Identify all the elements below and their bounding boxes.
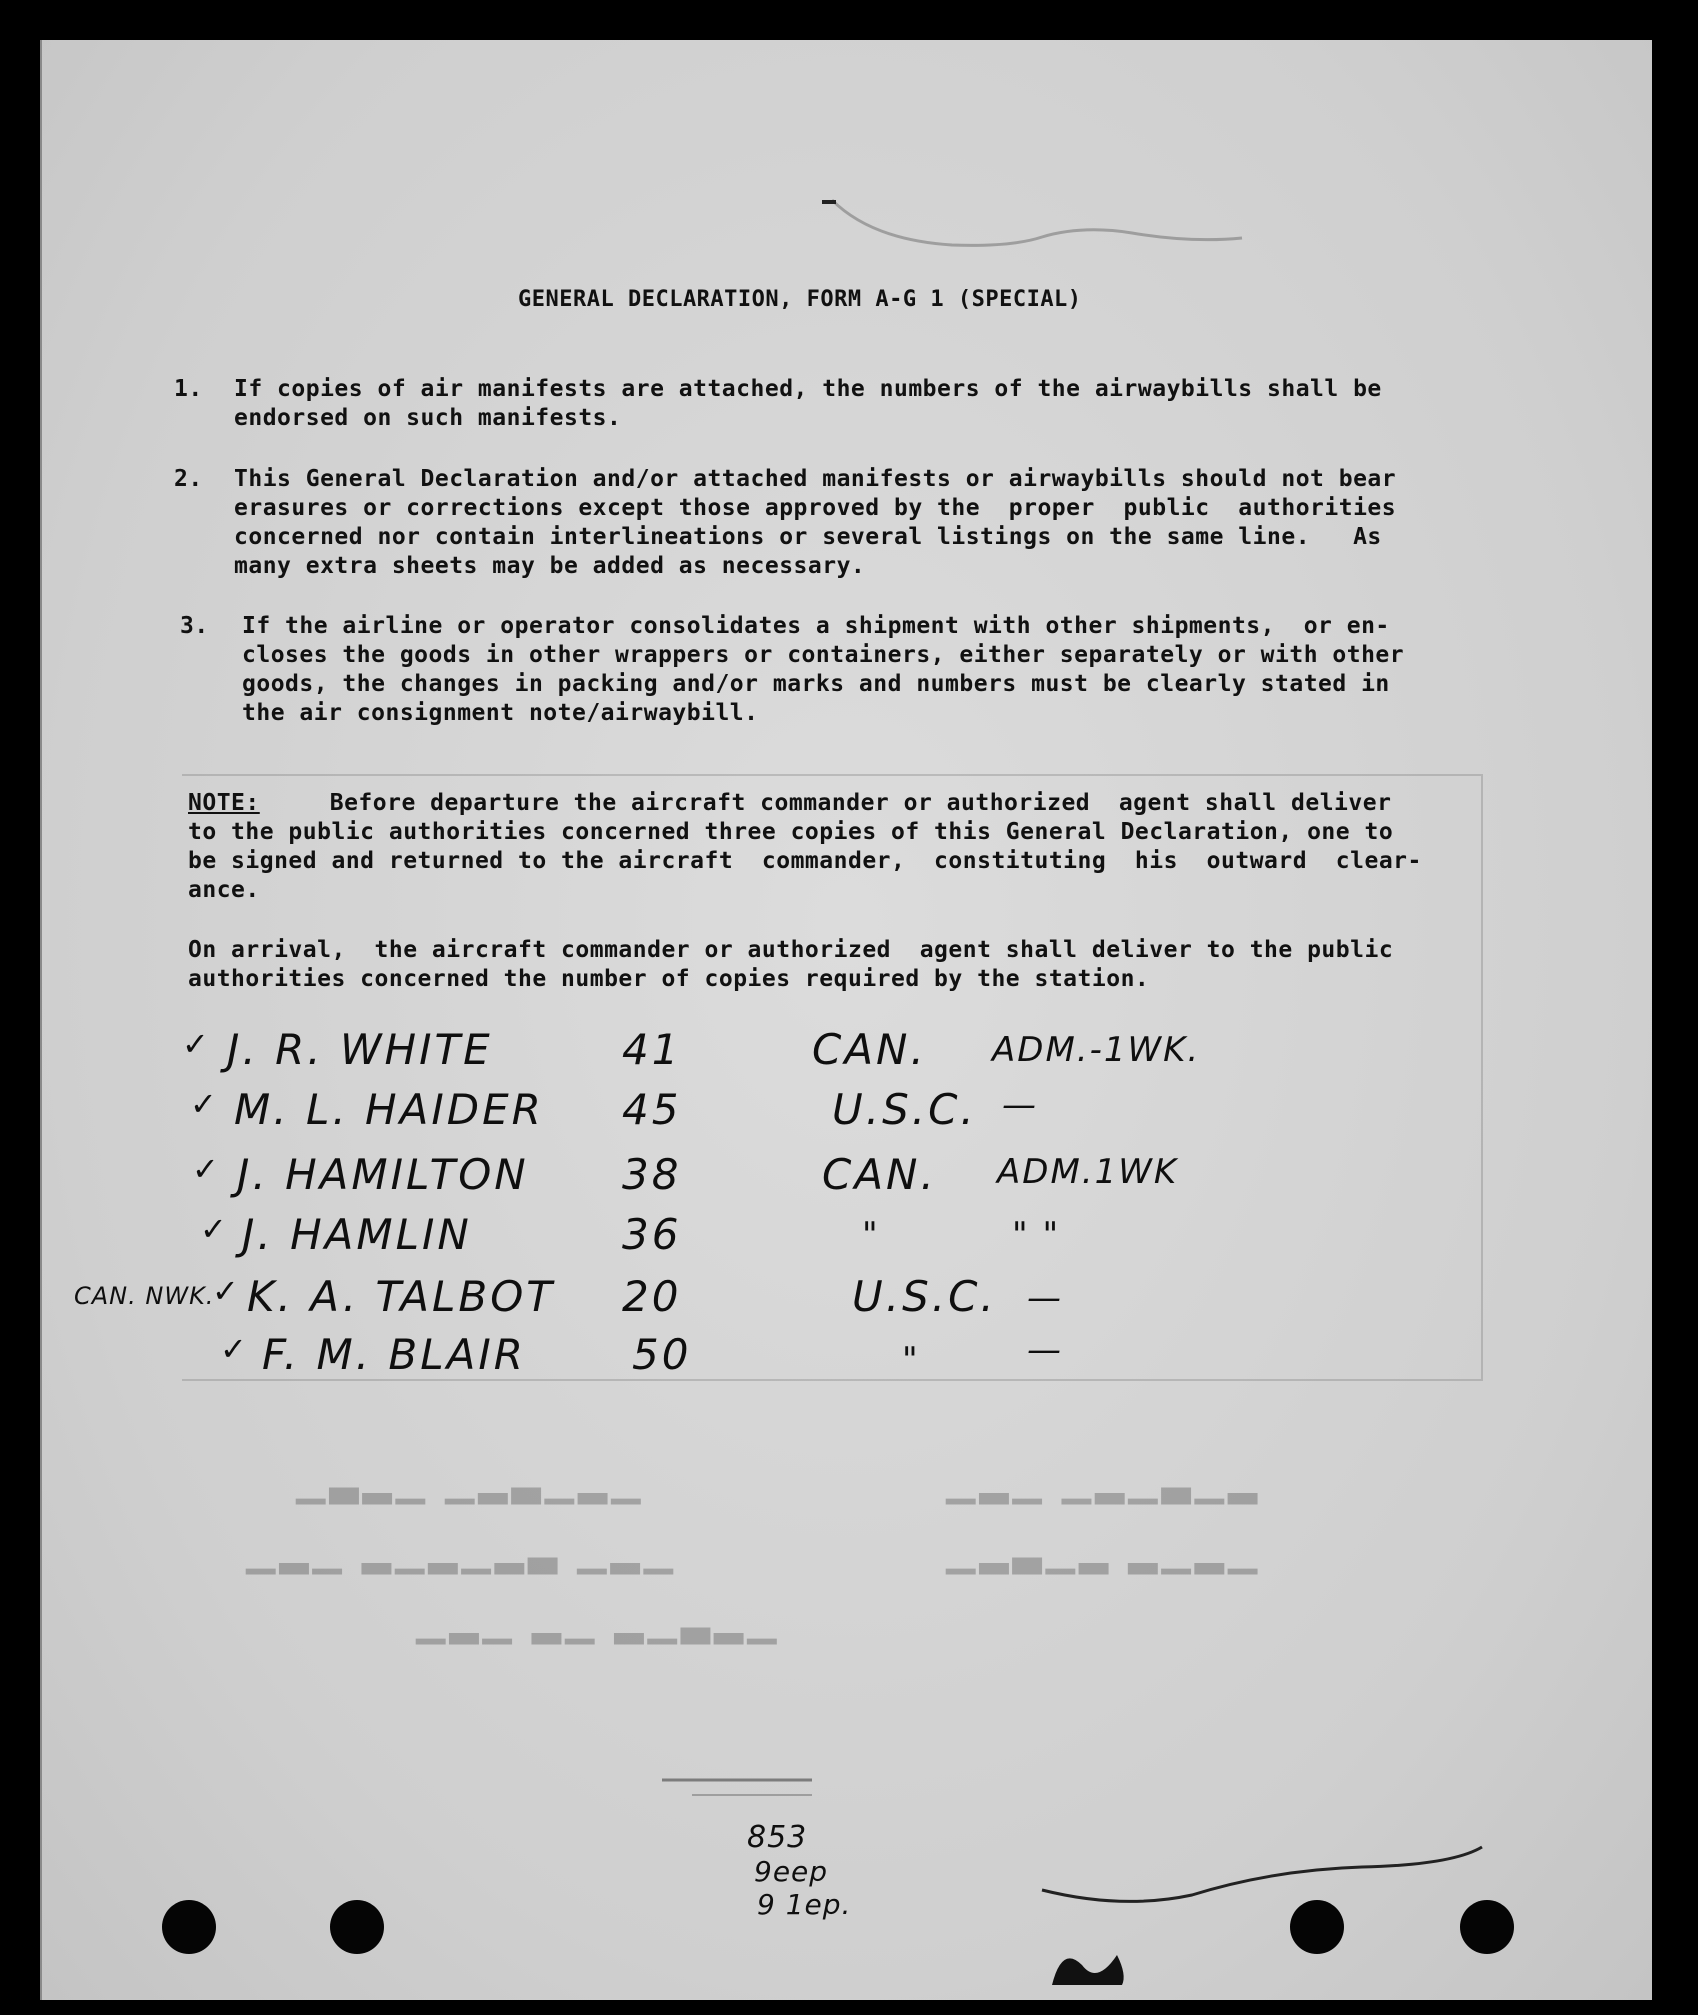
note-line: to the public authorities concerned three copies of this General Declaration, one to bbox=[188, 819, 1394, 845]
person-name: M. L. HAIDER bbox=[234, 1085, 544, 1134]
footer-note: 9 1ep. bbox=[757, 1888, 852, 1921]
item-line: endorsed on such manifests. bbox=[234, 405, 622, 431]
person-remark: ADM.-1WK. bbox=[992, 1030, 1201, 1070]
person-age: 50 bbox=[632, 1330, 692, 1379]
item-line: closes the goods in other wrappers or containers, either separately or with other bbox=[242, 642, 1405, 668]
punch-hole bbox=[1290, 1900, 1344, 1954]
arrival-line: On arrival, the aircraft commander or authorized agent shall deliver to the public bbox=[188, 937, 1394, 963]
person-nationality: U.S.C. bbox=[852, 1272, 997, 1321]
form-title: GENERAL DECLARATION, FORM A-G 1 (SPECIAL) bbox=[518, 287, 1082, 312]
person-remark: — bbox=[1002, 1085, 1038, 1125]
note-line: ance. bbox=[188, 877, 260, 903]
punch-hole bbox=[162, 1900, 216, 1954]
footer-note: 9eep bbox=[754, 1855, 829, 1888]
check-mark: ✓ bbox=[190, 1085, 220, 1123]
item-number: 1. bbox=[174, 376, 203, 402]
person-age: 38 bbox=[622, 1150, 682, 1199]
person-remark: — bbox=[1027, 1330, 1063, 1370]
bleed-through-text: ▁▂▃▁▂ ▁▂ ▁▂▁ bbox=[412, 1600, 777, 1644]
arrival-line: authorities concerned the number of copies required by the station. bbox=[188, 966, 1150, 992]
item-line: If copies of air manifests are attached, the numbers of the airwaybills shall be bbox=[234, 376, 1382, 402]
person-remark: ADM.1WK bbox=[997, 1152, 1179, 1192]
check-mark: ✓ bbox=[220, 1330, 250, 1368]
bleed-through-text: ▂▁▃▁▂▁ ▁▂▁ bbox=[942, 1460, 1258, 1504]
person-age: 45 bbox=[622, 1085, 682, 1134]
bleed-through-text: ▁▂▁▃▂▁ ▁▂▃▁ bbox=[292, 1460, 641, 1504]
person-name: K. A. TALBOT bbox=[247, 1272, 555, 1321]
bleed-through-text: ▁▂▁▂ ▂▁▃▂▁ bbox=[942, 1530, 1258, 1574]
item-line: If the airline or operator consolidates a shipment with other shipments, or en- bbox=[242, 613, 1390, 639]
person-name: J. HAMILTON bbox=[237, 1150, 529, 1199]
item-number: 2. bbox=[174, 466, 203, 492]
item-number: 3. bbox=[180, 613, 209, 639]
note-line: Before departure the aircraft commander or authorized agent shall deliver bbox=[258, 790, 1392, 816]
background-marks bbox=[42, 40, 1652, 2000]
person-name: F. M. BLAIR bbox=[262, 1330, 526, 1379]
item-line: concerned nor contain interlineations or several listings on the same line. As bbox=[234, 524, 1382, 550]
person-name: J. HAMLIN bbox=[242, 1210, 472, 1259]
item-line: This General Declaration and/or attached manifests or airwaybills should not bear bbox=[234, 466, 1397, 492]
person-age: 36 bbox=[622, 1210, 682, 1259]
person-nationality: U.S.C. bbox=[832, 1085, 977, 1134]
person-age: 41 bbox=[622, 1025, 682, 1074]
note-label: NOTE: bbox=[188, 790, 260, 816]
check-mark: ✓ bbox=[200, 1210, 230, 1248]
item-line: goods, the changes in packing and/or marks and numbers must be clearly stated in bbox=[242, 671, 1390, 697]
person-nationality: " bbox=[902, 1340, 920, 1380]
footer-note: 853 bbox=[747, 1820, 808, 1855]
item-line: many extra sheets may be added as necessary. bbox=[234, 553, 866, 579]
person-age: 20 bbox=[622, 1272, 682, 1321]
bleed-through-text: ▁▂▁ ▃▂▁▂▁▂ ▁▂▁ bbox=[242, 1530, 673, 1574]
document-page bbox=[40, 40, 1652, 2000]
punch-hole bbox=[330, 1900, 384, 1954]
person-nationality: " bbox=[862, 1215, 880, 1255]
person-remark: " " bbox=[1012, 1215, 1061, 1255]
punch-hole bbox=[1460, 1900, 1514, 1954]
person-nationality: CAN. bbox=[822, 1150, 937, 1199]
person-nationality: CAN. bbox=[812, 1025, 927, 1074]
note-line: be signed and returned to the aircraft commander, constituting his outward clear- bbox=[188, 848, 1422, 874]
item-line: erasures or corrections except those approved by the proper public authorities bbox=[234, 495, 1397, 521]
item-line: the air consignment note/airwaybill. bbox=[242, 700, 759, 726]
person-remark: — bbox=[1027, 1278, 1063, 1318]
person-name: J. R. WHITE bbox=[227, 1025, 493, 1074]
margin-note: CAN. NWK. bbox=[74, 1282, 215, 1310]
check-mark: ✓ bbox=[182, 1025, 212, 1063]
check-mark: ✓ bbox=[212, 1272, 242, 1310]
check-mark: ✓ bbox=[192, 1150, 222, 1188]
